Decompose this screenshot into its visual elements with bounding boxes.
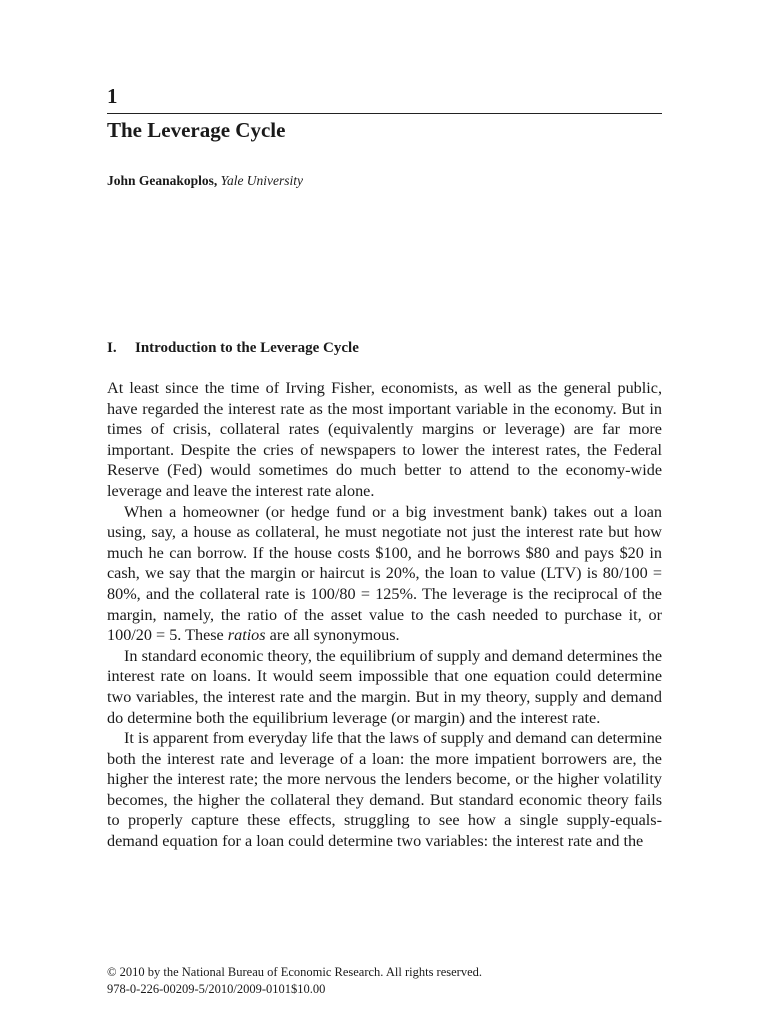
paragraph-2-italic: ratios bbox=[227, 626, 266, 645]
paragraph-2 bbox=[107, 502, 662, 646]
section-number: I. bbox=[107, 340, 117, 356]
body-text bbox=[107, 378, 662, 852]
chapter-title: The Leverage Cycle bbox=[107, 118, 286, 142]
author-name: John Geanakoplos, bbox=[107, 173, 218, 188]
paragraph-1: At least since the time of Irving Fisher, economists, as well as the general public, have regarded the interest rate as the most important variable in the economy. But in times of crisis, collateral rates (equivalently margins or leverage) are far more important. Despite the cries of newspapers to lower the interest rates, the Federal Reserve (Fed) would sometimes do much better to attend to the economy-wide leverage and leave the interest rate alone. bbox=[107, 379, 662, 500]
copyright-footer bbox=[107, 964, 482, 998]
paragraph-3: In standard economic theory, the equilibrium of supply and demand determines the interest rate on loans. It would seem impossible that one equation could determine two variables, the interest rate and the margin. But in my theory, supply and demand do determine both the equilibrium leverage (or margin) and the interest rate. bbox=[107, 646, 662, 727]
chapter-number: 1 bbox=[107, 84, 118, 108]
paragraph-2-text-b: are all synonymous. bbox=[265, 626, 400, 645]
paragraph-4: It is apparent from everyday life that the laws of supply and demand can determine both the interest rate and leverage of a loan: the more impatient borrowers are, the higher the interest rate; the more nervous the lenders become, or the higher volatility becomes, the higher the collateral they demand. But standard economic theory fails to properly capture these effects, struggling to see how a single supply-equals-demand equation for a loan could determine two variables: the interest rate and the bbox=[107, 729, 662, 851]
chapter-rule bbox=[107, 113, 662, 114]
author-line bbox=[107, 173, 303, 189]
isbn-line: 978-0-226-00209-5/2010/2009-0101$10.00 bbox=[107, 982, 326, 996]
section-heading bbox=[107, 340, 359, 357]
paragraph-2-text-a: When a homeowner (or hedge fund or a big investment bank) takes out a loan using, say, a house as collateral, he must negotiate not just the interest rate but how much he can borrow. If the house costs $100, and he borrows $80 and pays $20 in cash, we say that the margin or haircut is 20%, the loan to value (LTV) is 80/100 = 80%, and the collateral rate is 100/80 = 125%. The leverage is the reciprocal of the margin, namely, the ratio of the asset value to the cash needed to purchase it, or 100/20 = 5. These bbox=[107, 502, 662, 645]
author-affiliation: Yale University bbox=[220, 173, 304, 188]
section-title: Introduction to the Leverage Cycle bbox=[135, 340, 359, 356]
copyright-notice: © 2010 by the National Bureau of Economic Research. All rights reserved. bbox=[107, 965, 483, 979]
